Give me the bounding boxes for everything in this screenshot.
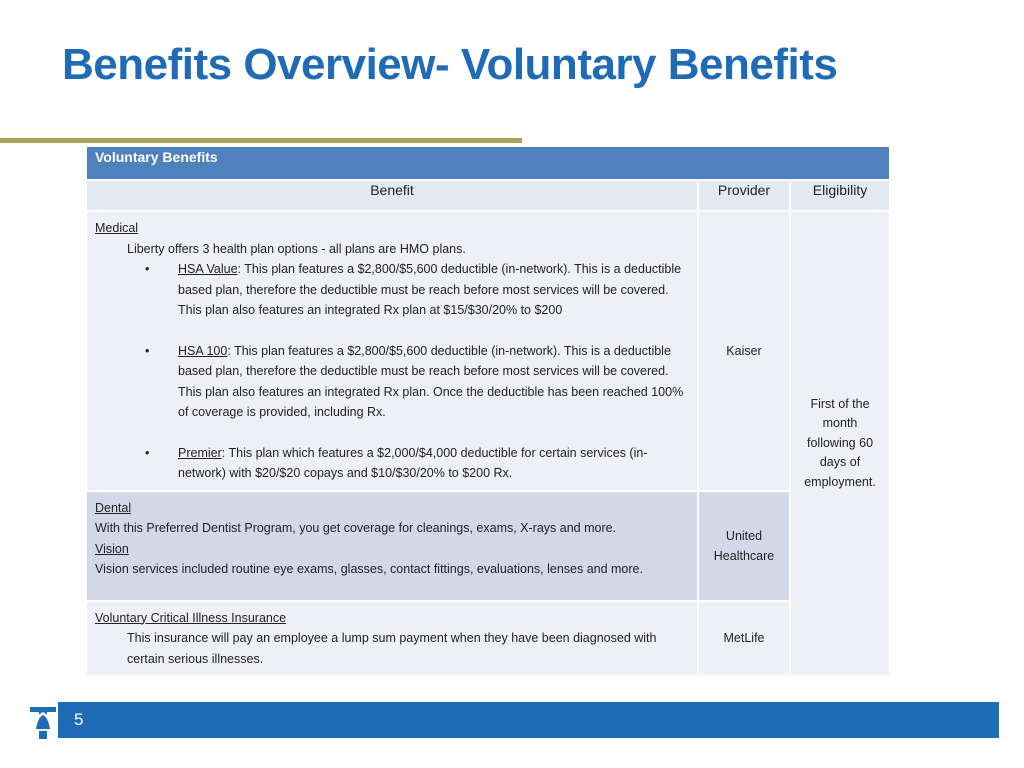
dental-vision-benefit-cell: [86, 491, 698, 601]
plan-name: Premier: [178, 445, 222, 460]
critical-illness-provider-cell: [698, 601, 790, 677]
provider-united-healthcare-line2: Healthcare: [713, 548, 775, 563]
column-header-eligibility: Eligibility: [790, 180, 890, 211]
eligibility-line: following 60: [807, 435, 874, 450]
column-header-benefit: Benefit: [86, 180, 698, 211]
vision-label: Vision: [95, 541, 129, 556]
column-header-row: [86, 180, 890, 211]
table-heading-row: [86, 146, 890, 180]
provider-kaiser: Kaiser: [726, 343, 762, 358]
critical-illness-benefit-cell: [86, 601, 698, 677]
medical-intro: Liberty offers 3 health plan options - all plans are HMO plans.: [127, 241, 466, 256]
plan-desc: : This plan which features a $2,000/$4,000 deductible for certain services (in-network) with $20/$20 copays and $10/$30/20% to $200 Rx.: [178, 445, 648, 480]
medical-provider-cell: [698, 211, 790, 491]
medical-benefit-cell: [86, 211, 698, 491]
eligibility-line: First of the: [810, 396, 870, 411]
plan-name: HSA Value: [178, 262, 238, 276]
plan-name: HSA 100: [178, 343, 228, 358]
title-divider: [0, 138, 522, 143]
plan-bullet-hsa-value: [95, 259, 689, 321]
bullet-icon: •: [145, 445, 150, 460]
eligibility-line: days of: [819, 455, 861, 470]
plan-bullet-hsa-100: [95, 341, 689, 423]
column-header-provider: Provider: [698, 180, 790, 211]
eligibility-line: employment.: [804, 474, 876, 489]
table-row-dental-vision: [86, 491, 890, 601]
table-row-medical: [86, 211, 890, 491]
footer-bar: [58, 702, 999, 738]
page-number: 5: [74, 710, 84, 729]
bullet-icon: •: [145, 343, 150, 358]
provider-united-healthcare-line1: United: [725, 528, 763, 543]
table-row-critical-illness: [86, 601, 890, 677]
eligibility-cell: [790, 211, 890, 676]
dental-label: Dental: [95, 500, 132, 515]
liberty-bell-logo-icon: [26, 701, 60, 741]
critical-illness-desc: This insurance will pay an employee a lump sum payment when they have been diagnosed with certain serious illnesses.: [127, 631, 657, 666]
plan-desc: : This plan features a $2,800/$5,600 deductible (in-network). This is a deductible based plan, therefore the deductible must be reach before most services will be covered. This plan also features an integrated Rx plan at $15/$30/20% to $200: [178, 262, 682, 317]
vision-desc: Vision services included routine eye exams, glasses, contact fittings, evaluations, lenses and more.: [95, 562, 643, 576]
critical-illness-label: Voluntary Critical Illness Insurance: [95, 610, 287, 625]
dental-vision-provider-cell: [698, 491, 790, 601]
slide-title: Benefits Overview- Voluntary Benefits: [62, 40, 838, 89]
plan-desc: : This plan features a $2,800/$5,600 deductible (in-network). This is a deductible based plan, therefore the deductible must be reach before most services will be covered. This plan also features an integrated Rx plan. Once the deductible has been reached 100% of coverage is provided, including Rx.: [178, 343, 684, 419]
table-heading: Voluntary Benefits: [86, 146, 890, 180]
voluntary-benefits-table: [85, 145, 891, 677]
medical-label: Medical: [95, 221, 139, 235]
bullet-icon: •: [145, 262, 150, 276]
dental-desc: With this Preferred Dentist Program, you get coverage for cleanings, exams, X-rays and more.: [95, 521, 617, 535]
eligibility-line: month: [822, 416, 858, 431]
plan-bullet-premier: [95, 443, 689, 484]
provider-metlife: MetLife: [723, 631, 765, 646]
